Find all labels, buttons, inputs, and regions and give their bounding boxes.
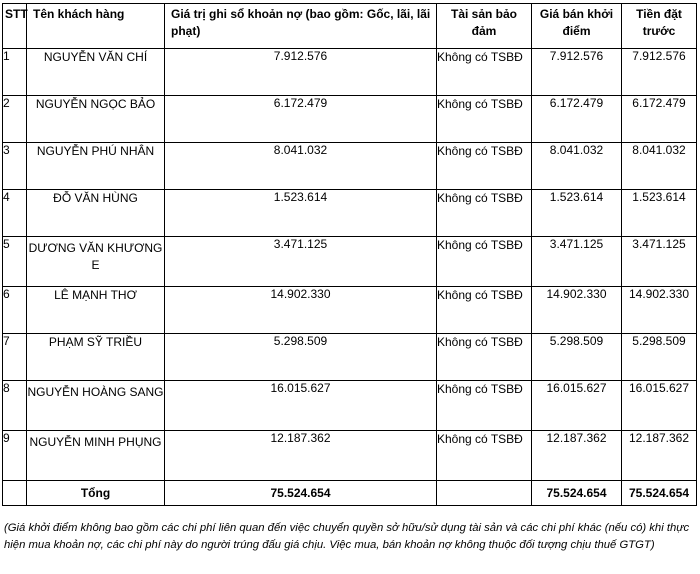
row-stt: 5: [3, 237, 27, 287]
row-book-value: 14.902.330: [165, 287, 437, 334]
row-stt: 7: [3, 334, 27, 381]
header-customer-name: Tên khách hàng: [27, 4, 165, 49]
row-deposit: 8.041.032: [622, 143, 697, 190]
row-book-value: 16.015.627: [165, 381, 437, 431]
row-book-value: 1.523.614: [165, 190, 437, 237]
row-stt: 2: [3, 96, 27, 143]
row-start-price: 6.172.479: [532, 96, 622, 143]
row-start-price: 1.523.614: [532, 190, 622, 237]
table-row: [3, 143, 697, 190]
row-start-price: 3.471.125: [532, 237, 622, 287]
row-deposit: 12.187.362: [622, 431, 697, 481]
row-customer-name: DƯƠNG VĂN KHƯƠNG E: [27, 237, 165, 287]
total-row: [3, 481, 697, 506]
row-start-price: 12.187.362: [532, 431, 622, 481]
row-customer-name: PHẠM SỸ TRIỀU: [27, 334, 165, 381]
row-collateral: Không có TSBĐ: [437, 431, 532, 481]
row-deposit: 16.015.627: [622, 381, 697, 431]
debt-auction-table: [2, 3, 697, 506]
row-customer-name: LÊ MẠNH THƠ: [27, 287, 165, 334]
header-deposit: Tiền đặt trước: [622, 4, 697, 49]
row-collateral: Không có TSBĐ: [437, 49, 532, 96]
footnote: (Giá khởi điểm không bao gồm các chi phí liên quan đến việc chuyển quyền sở hữu/sử dụng tài sản và các chi phí khác (nếu có) khi thực hiện mua khoản nợ, các chi phí này do người trúng đấu giá chịu. Việc mua, bán khoản nợ không thuộc đối tượng chịu thuế GTGT): [4, 522, 690, 551]
total-deposit: 75.524.654: [622, 481, 697, 506]
row-customer-name: NGUYỄN PHÚ NHÂN: [27, 143, 165, 190]
row-book-value: 5.298.509: [165, 334, 437, 381]
table-row: [3, 96, 697, 143]
row-customer-name: NGUYỄN MINH PHỤNG: [27, 431, 165, 481]
row-customer-name: NGUYỄN VĂN CHÍ: [27, 49, 165, 96]
row-start-price: 5.298.509: [532, 334, 622, 381]
header-stt: STT: [3, 4, 27, 49]
row-stt: 1: [3, 49, 27, 96]
table-row: [3, 190, 697, 237]
table-row: [3, 287, 697, 334]
row-customer-name: NGUYỄN NGỌC BẢO: [27, 96, 165, 143]
table-row: [3, 381, 697, 431]
row-customer-name: NGUYỄN HOÀNG SANG: [27, 381, 165, 431]
total-start-price: 75.524.654: [532, 481, 622, 506]
row-stt: 3: [3, 143, 27, 190]
row-collateral: Không có TSBĐ: [437, 190, 532, 237]
row-collateral: Không có TSBĐ: [437, 287, 532, 334]
row-book-value: 12.187.362: [165, 431, 437, 481]
total-collateral-cell: [437, 481, 532, 506]
row-start-price: 8.041.032: [532, 143, 622, 190]
row-collateral: Không có TSBĐ: [437, 237, 532, 287]
row-deposit: 3.471.125: [622, 237, 697, 287]
row-stt: 9: [3, 431, 27, 481]
row-collateral: Không có TSBĐ: [437, 334, 532, 381]
table-header-row: [3, 4, 697, 49]
row-deposit: 5.298.509: [622, 334, 697, 381]
row-deposit: 14.902.330: [622, 287, 697, 334]
row-book-value: 7.912.576: [165, 49, 437, 96]
header-start-price: Giá bán khởi điểm: [532, 4, 622, 49]
row-customer-name: ĐỖ VĂN HÙNG: [27, 190, 165, 237]
total-stt-cell: [3, 481, 27, 506]
row-book-value: 6.172.479: [165, 96, 437, 143]
table-row: [3, 334, 697, 381]
row-start-price: 16.015.627: [532, 381, 622, 431]
row-start-price: 7.912.576: [532, 49, 622, 96]
row-deposit: 1.523.614: [622, 190, 697, 237]
row-stt: 8: [3, 381, 27, 431]
total-book-value: 75.524.654: [165, 481, 437, 506]
table-row: [3, 237, 697, 287]
row-deposit: 6.172.479: [622, 96, 697, 143]
row-collateral: Không có TSBĐ: [437, 381, 532, 431]
table-row: [3, 49, 697, 96]
header-book-value: Giá trị ghi sổ khoản nợ (bao gồm: Gốc, lãi, lãi phạt): [165, 4, 437, 49]
row-book-value: 8.041.032: [165, 143, 437, 190]
row-start-price: 14.902.330: [532, 287, 622, 334]
row-book-value: 3.471.125: [165, 237, 437, 287]
row-collateral: Không có TSBĐ: [437, 143, 532, 190]
total-label: Tổng: [27, 481, 165, 506]
header-collateral: Tài sản bảo đảm: [437, 4, 532, 49]
row-collateral: Không có TSBĐ: [437, 96, 532, 143]
row-deposit: 7.912.576: [622, 49, 697, 96]
row-stt: 6: [3, 287, 27, 334]
row-stt: 4: [3, 190, 27, 237]
table-row: [3, 431, 697, 481]
